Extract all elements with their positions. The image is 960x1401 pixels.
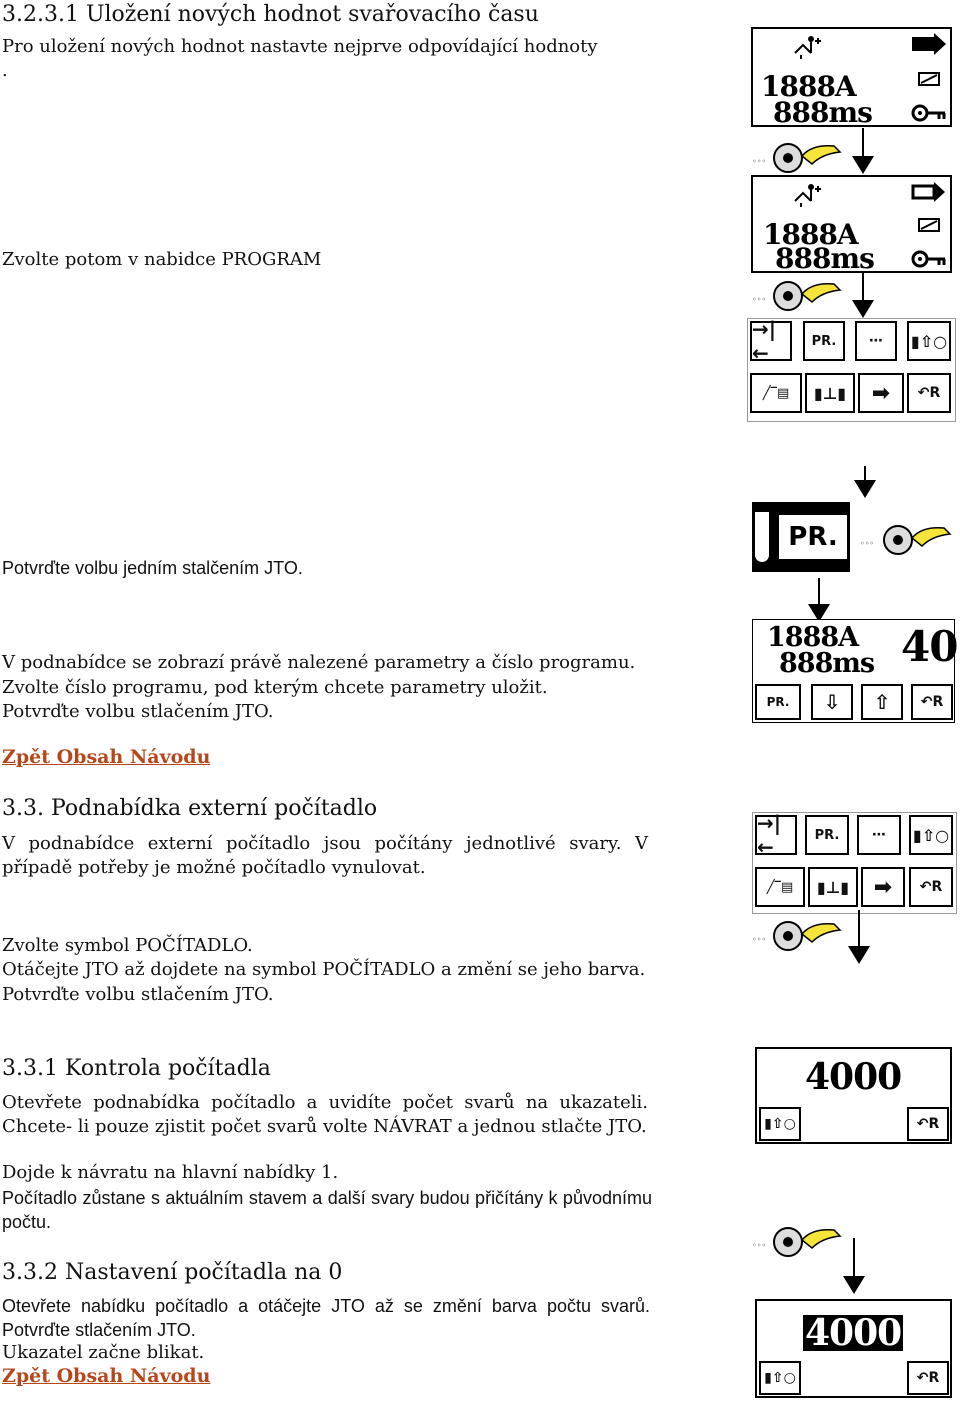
svg-text:◦◦◦: ◦◦◦	[752, 295, 767, 304]
section-heading-33: 3.3. Podnabídka externí počítadlo	[2, 796, 378, 821]
menu-clamp-icon[interactable]: →|←	[750, 321, 792, 361]
menu-electrode-icon[interactable]: ▮⊥▮	[808, 867, 858, 907]
weld-schedule-icon	[793, 181, 825, 209]
counter-icon[interactable]: ▮⇧○	[759, 1361, 801, 1395]
r-label: R	[931, 879, 943, 895]
intro-line-dot: .	[2, 60, 8, 81]
menu-return-icon[interactable]: ↶ R	[907, 373, 951, 413]
counter-description: V podnabídce externí počítadlo jsou počítány jednotlivé svary. V případě potřeby je možné počítadlo vynulovat.	[2, 833, 648, 878]
return-icon[interactable]: ↶ R	[907, 1361, 949, 1395]
current-readout: 1888A	[761, 70, 856, 103]
save-icon[interactable]: ⇧	[861, 684, 903, 720]
return-icon[interactable]: ↶ R	[907, 1107, 949, 1141]
menu-next-icon[interactable]: ➡	[861, 867, 905, 907]
pr-label: PR.	[766, 695, 790, 709]
counter-value: 4000	[805, 1056, 902, 1098]
section-heading-332: 3.3.2 Nastavení počítadla na 0	[2, 1260, 343, 1285]
time-readout: 888ms	[775, 242, 874, 275]
lcd-screen-main-2	[751, 175, 952, 273]
electrode-icon	[917, 69, 941, 89]
current-readout: 1888A	[763, 218, 858, 251]
key-icon	[911, 249, 947, 269]
load-icon[interactable]: ⇩	[811, 684, 853, 720]
arrow-right-outline-icon	[911, 181, 947, 203]
main-menu-panel-2	[752, 812, 957, 914]
menu-counter-icon[interactable]: ▮⇧○	[907, 321, 951, 361]
pr-label: PR.	[811, 333, 837, 349]
reset-description: Otevřete nabídku počítadlo a otáčejte JTO až se změní barva počtu svarů. Potvrďte stlačením JTO.	[2, 1296, 650, 1340]
counter-value-selected[interactable]: 4000	[805, 1312, 902, 1354]
current-readout: 1888A	[767, 622, 859, 653]
knob-press-icon	[752, 916, 844, 956]
menu-next-icon[interactable]: ➡	[858, 373, 904, 413]
reset-blink: Ukazatel začne blikat.	[2, 1342, 205, 1363]
menu-return-icon[interactable]: ↶ R	[909, 867, 953, 907]
section-heading-3231: 3.2.3.1 Uložení nových hodnot svařovacího času	[2, 2, 539, 27]
counter-step-1: Zvolte symbol POČÍTADLO.	[2, 935, 253, 956]
program-number[interactable]: 40	[901, 622, 958, 671]
check-return: Dojde k návratu na hlavní nabídky 1.	[2, 1162, 339, 1183]
r-label: R	[928, 1116, 940, 1132]
time-readout: 888ms	[773, 96, 872, 129]
menu-program-icon[interactable]	[805, 815, 849, 855]
down-arrow-icon	[846, 910, 872, 966]
program-save-screen	[752, 619, 958, 723]
intro-line: Pro uložení nových hodnot nastavte nejprve odpovídající hodnoty	[2, 36, 598, 57]
counter-screen	[755, 1047, 952, 1144]
menu-curve-icon[interactable]: ╱‾▤	[750, 373, 802, 413]
svg-text:◦◦◦: ◦◦◦	[752, 157, 767, 166]
electrode-icon	[917, 215, 941, 235]
down-arrow-icon	[806, 578, 832, 624]
lcd-screen-main	[751, 27, 952, 127]
menu-counter-icon[interactable]: ▮⇧○	[909, 815, 953, 855]
knob-press-icon	[752, 138, 844, 178]
knob-press-icon	[752, 1222, 844, 1262]
r-label: R	[932, 694, 944, 710]
svg-text:◦◦◦: ◦◦◦	[752, 935, 767, 944]
time-readout: 888ms	[779, 648, 875, 679]
counter-step-2: Otáčejte JTO až dojdete na symbol POČÍTADLO a změní se jeho barva.	[2, 959, 646, 980]
key-icon	[911, 103, 947, 123]
down-arrow-icon	[841, 1238, 867, 1296]
sub-line-1: V podnabídce se zobrazí právě nalezené parametry a číslo programu.	[2, 652, 636, 673]
sub-line-2: Zvolte číslo programu, pod kterým chcete parametry uložit.	[2, 677, 548, 698]
down-arrow-icon	[852, 466, 878, 502]
arrow-right-icon	[911, 33, 947, 55]
menu-curve-icon[interactable]: ╱‾▤	[755, 867, 805, 907]
check-description: Otevřete podnabídka počítadlo a uvidíte počet svarů na ukazateli. Chcete- li pouze zjistit počet svarů volte NÁVRAT a jednou stlačte JTO.	[2, 1092, 648, 1137]
knob-press-icon	[752, 276, 844, 316]
menu-copy-icon[interactable]: ⋯	[855, 321, 897, 361]
weld-schedule-icon	[793, 33, 825, 61]
svg-text:◦◦◦: ◦◦◦	[752, 1241, 767, 1250]
step-program: Zvolte potom v nabidce PROGRAM	[2, 249, 322, 270]
menu-clamp-icon[interactable]: →|←	[755, 815, 797, 855]
counter-step-3: Potvrďte volbu stlačením JTO.	[2, 984, 274, 1005]
svg-text:◦◦◦: ◦◦◦	[860, 539, 875, 548]
menu-copy-icon[interactable]: ⋯	[857, 815, 901, 855]
counter-icon[interactable]: ▮⇧○	[759, 1107, 801, 1141]
pr-label: PR.	[814, 827, 840, 843]
r-label: R	[929, 385, 941, 401]
section-heading-331: 3.3.1 Kontrola počítadla	[2, 1056, 271, 1081]
down-arrow-icon	[850, 272, 876, 320]
return-icon[interactable]: ↶ R	[911, 684, 953, 720]
sub-line-3: Potvrďte volbu stlačením JTO.	[2, 701, 274, 722]
knob-press-icon	[860, 518, 956, 560]
menu-electrode-icon[interactable]: ▮⊥▮	[805, 373, 855, 413]
program-menu-icon-selected[interactable]	[752, 502, 850, 572]
step-confirm: Potvrďte volbu jedním stalčením JTO.	[2, 558, 303, 578]
check-note: Počítadlo zůstane s aktuálním stavem a další svary budou přičítány k původnímu počtu.	[2, 1188, 652, 1232]
counter-screen-highlighted	[755, 1299, 952, 1398]
pr-label: PR.	[779, 515, 846, 559]
back-to-contents-link-2[interactable]: Zpět Obsah Návodu	[2, 1365, 211, 1387]
back-to-contents-link[interactable]: Zpět Obsah Návodu	[2, 746, 211, 768]
program-icon[interactable]	[755, 684, 801, 720]
menu-program-icon[interactable]	[803, 321, 845, 361]
r-label: R	[928, 1370, 940, 1386]
down-arrow-icon	[850, 128, 876, 176]
main-menu-panel	[747, 318, 956, 422]
